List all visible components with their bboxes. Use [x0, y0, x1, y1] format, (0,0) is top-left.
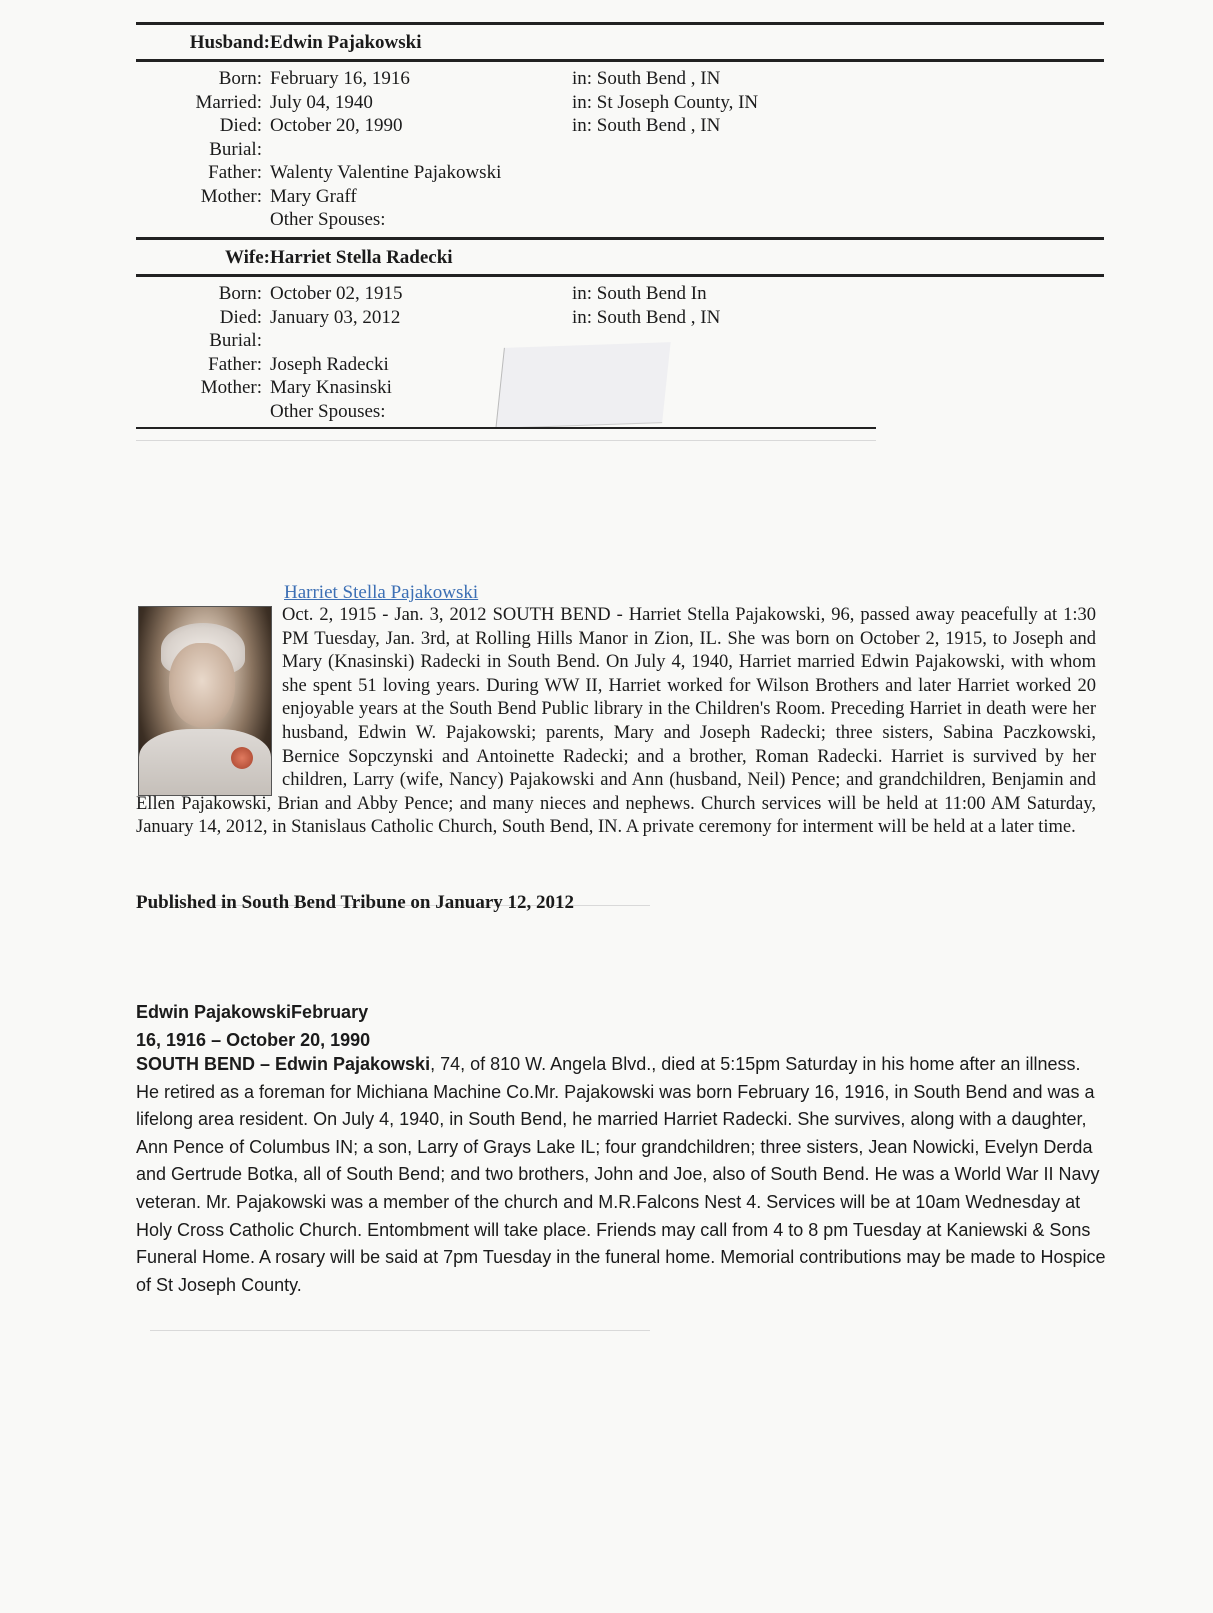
- husband-detail-row: [0, 185, 1213, 209]
- husband-detail-row: [0, 161, 1213, 185]
- edwin-obituary: [136, 1051, 1108, 1299]
- husband-detail-row: [0, 67, 1213, 91]
- edwin-title-line-2: 16, 1916 – October 20, 1990: [136, 1030, 371, 1050]
- wife-detail-row: [0, 376, 1213, 400]
- wife-header-name: Harriet Stella Radecki: [270, 247, 453, 268]
- wife-rule: [136, 274, 1104, 277]
- field-value: Mary Graff: [270, 185, 357, 207]
- wife-detail-row: [0, 329, 1213, 353]
- field-value: Other Spouses:: [270, 209, 386, 230]
- field-label: Father:: [208, 353, 262, 375]
- field-value: Joseph Radecki: [270, 353, 389, 375]
- field-label: Burial:: [209, 330, 262, 351]
- edwin-obituary-title: [136, 998, 370, 1054]
- field-label: Burial:: [209, 138, 262, 160]
- husband-header: [0, 32, 1213, 56]
- field-place: in: South Bend , IN: [572, 306, 721, 328]
- field-label: Born:: [218, 283, 262, 304]
- bottom-rule: [136, 427, 876, 429]
- edwin-title-line-1: Edwin PajakowskiFebruary: [136, 1002, 369, 1022]
- husband-detail-row: [0, 114, 1213, 138]
- field-value: Mary Knasinski: [270, 377, 392, 398]
- field-place: in: South Bend In: [572, 283, 707, 304]
- field-label: Married:: [195, 91, 262, 113]
- wife-detail-row: [0, 306, 1213, 330]
- harriet-obituary: [136, 604, 1096, 840]
- field-label: Mother:: [200, 377, 262, 398]
- field-value: February 16, 1916: [270, 68, 410, 89]
- bleed-through-line: [150, 1330, 650, 1331]
- husband-detail-row: [0, 138, 1213, 162]
- wife-header-label: Wife:: [224, 247, 270, 268]
- field-place: in: St Joseph County, IN: [572, 91, 759, 113]
- wife-detail-row: [0, 400, 1213, 424]
- field-value: January 03, 2012: [270, 306, 401, 328]
- field-value: July 04, 1940: [270, 91, 373, 113]
- field-label: Died:: [219, 115, 262, 136]
- field-label: Father:: [208, 162, 262, 183]
- field-value: October 02, 1915: [270, 283, 403, 304]
- published-note: Published in South Bend Tribune on January 12, 2012: [136, 892, 575, 913]
- field-value: Other Spouses:: [270, 400, 386, 422]
- field-value: October 20, 1990: [270, 115, 403, 136]
- bleed-through-line: [136, 440, 876, 441]
- field-value: Walenty Valentine Pajakowski: [270, 162, 502, 183]
- harriet-obituary-text: Oct. 2, 1915 - Jan. 3, 2012 SOUTH BEND - Harriet Stella Pajakowski, 96, passed away peacefully at 1:30 PM Tuesday, Jan. 3rd, at Rolling Hills Manor in Zion, IL. She was born on October 2, 1915, to Joseph and Mary (Knasinski) Radecki in South Bend. On July 4, 1940, Harriet married Edwin Pajakowski, with whom she spent 51 loving years. During WW II, Harriet worked for Wilson Brothers and later Harriet worked 20 enjoyable years at the South Bend Public library in the Children's Room. Preceding Harriet in death were her husband, Edwin W. Pajakowski; parents, Mary and Joseph Radecki; three sisters, Sabina Paczkowski, Bernice Sopczynski and Antoinette Radecki; and a brother, Roman Radecki. Harriet is survived by her children, Larry (wife, Nancy) Pajakowski and Ann (husband, Neil) Pence; and grandchildren, Benjamin and Ellen Pajakowski, Brian and Abby Pence; and many nieces and nephews. Church services will be held at 11:00 AM Saturday, January 14, 2012, in Stanislaus Catholic Church, South Bend, IN. A private ceremony for interment will be held at a later time.: [136, 605, 1096, 838]
- husband-header-name: Edwin Pajakowski: [270, 32, 422, 53]
- field-place: in: South Bend , IN: [572, 115, 721, 136]
- field-label: Mother:: [200, 185, 262, 207]
- field-label: Born:: [218, 68, 262, 89]
- field-label: Died:: [219, 306, 262, 328]
- field-place: in: South Bend , IN: [572, 68, 721, 89]
- wife-detail-row: [0, 353, 1213, 377]
- husband-header-label: Husband:: [189, 32, 270, 53]
- edwin-lead: SOUTH BEND – Edwin Pajakowski: [136, 1054, 431, 1074]
- obituary-title-link[interactable]: Harriet Stella Pajakowski: [284, 582, 479, 603]
- husband-detail-row: [0, 208, 1213, 232]
- top-rule: [136, 22, 1104, 25]
- wife-top-rule: [136, 237, 1104, 240]
- husband-rule: [136, 59, 1104, 62]
- husband-detail-row: [0, 91, 1213, 115]
- edwin-obituary-text: , 74, of 810 W. Angela Blvd., died at 5:15pm Saturday in his home after an illness. He retired as a foreman for Michiana Machine Co.Mr. Pajakowski was born February 16, 1916, in South Bend and was a lifelong area resident. On July 4, 1940, in South Bend, he married Harriet Radecki. She survives, along with a daughter, Ann Pence of Columbus IN; a son, Larry of Grays Lake IL; four grandchildren; three sisters, Jean Nowicki, Evelyn Derda and Gertrude Botka, all of South Bend; and two brothers, John and Joe, also of South Bend. He was a World War II Navy veteran. Mr. Pajakowski was a member of the church and M.R.Falcons Nest 4. Services will be at 10am Wednesday at Holy Cross Catholic Church. Entombment will take place. Friends may call from 4 to 8 pm Tuesday at Kaniewski & Sons Funeral Home. A rosary will be said at 7pm Tuesday in the funeral home. Memorial contributions may be made to Hospice of St Joseph County.: [136, 1054, 1106, 1295]
- wife-header: [0, 247, 1213, 271]
- wife-detail-row: [0, 282, 1213, 306]
